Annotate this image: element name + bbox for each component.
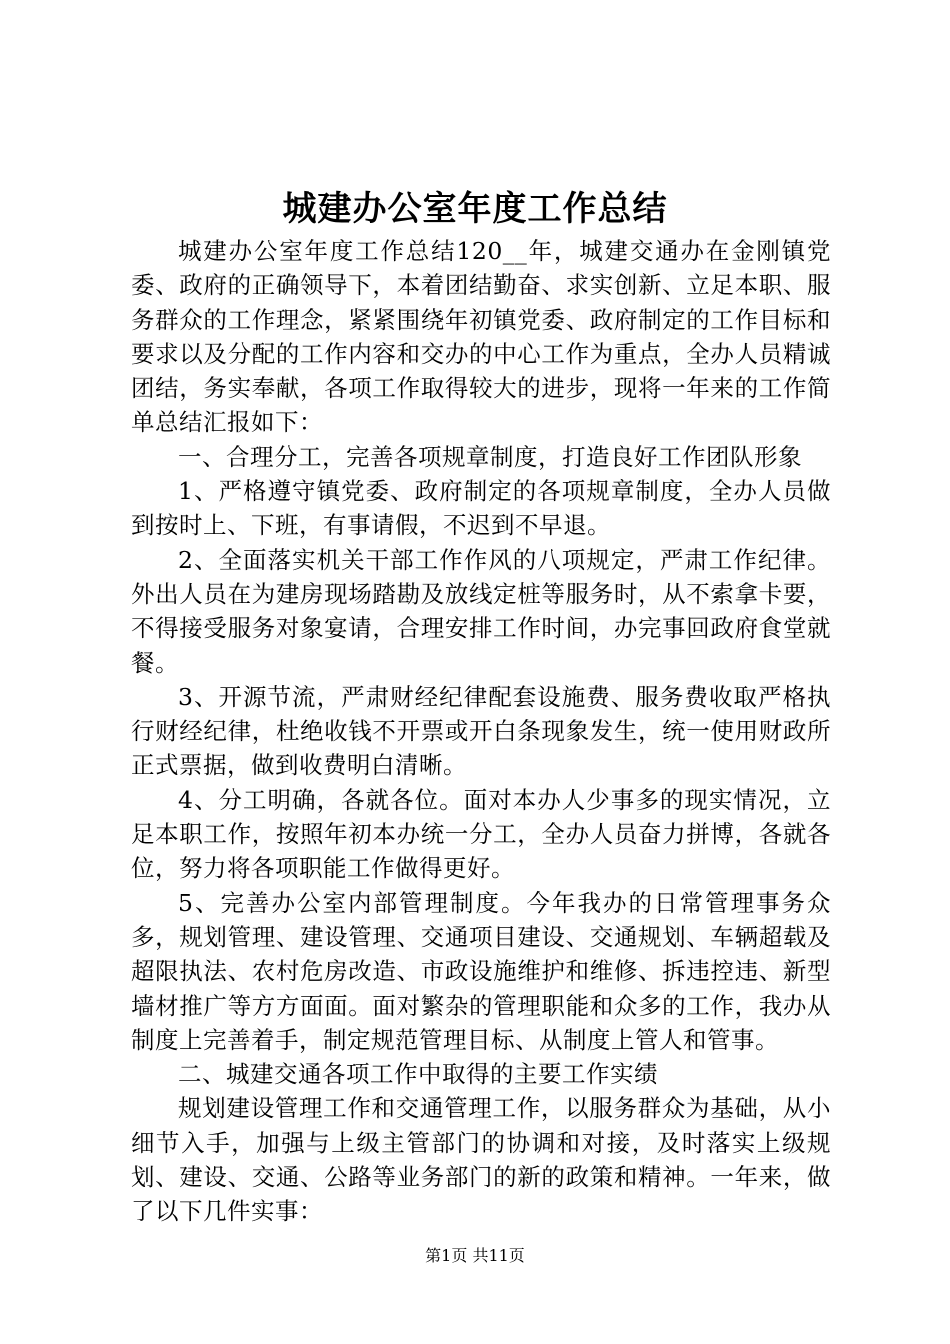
paragraph-item-1: 1、严格遵守镇党委、政府制定的各项规章制度，全办人员做到按时上、下班，有事请假，不迟到不早退。 bbox=[131, 477, 831, 540]
page-footer: 第1页 共11页 bbox=[425, 1246, 525, 1265]
document-body bbox=[131, 234, 831, 1229]
section-heading-1: 一、合理分工，完善各项规章制度，打造良好工作团队形象 bbox=[178, 442, 802, 471]
paragraph-intro: 城建办公室年度工作总结120__年，城建交通办在金刚镇党委、政府的正确领导下，本着团结勤奋、求实创新、立足本职、服务群众的工作理念，紧紧围绕年初镇党委、政府制定的工作目标和要求以及分配的工作内容和交办的中心工作为重点，全办人员精诚团结，务实奉献，各项工作取得较大的进步，现将一年来的工作简单总结汇报如下： bbox=[131, 237, 831, 437]
document-title: 城建办公室年度工作总结 bbox=[282, 189, 668, 229]
paragraph-item-5: 5、完善办公室内部管理制度。今年我办的日常管理事务众多，规划管理、建设管理、交通项目建设、交通规划、车辆超载及超限执法、农村危房改造、市政设施维护和维修、拆违控违、新型墙材推广等方方面面。面对繁杂的管理职能和众多的工作，我办从制度上完善着手，制定规范管理目标、从制度上管人和管事。 bbox=[131, 888, 831, 1054]
paragraph-item-3: 3、开源节流，严肃财经纪律配套设施费、服务费收取严格执行财经纪律，杜绝收钱不开票或开白条现象发生，统一使用财政所正式票据，做到收费明白清晰。 bbox=[131, 682, 831, 780]
paragraph-item-2: 2、全面落实机关干部工作作风的八项规定，严肃工作纪律。外出人员在为建房现场踏勘及放线定桩等服务时，从不索拿卡要，不得接受服务对象宴请，合理安排工作时间，办完事回政府食堂就餐。 bbox=[131, 545, 831, 677]
paragraph-item-4: 4、分工明确，各就各位。面对本办人少事多的现实情况，立足本职工作，按照年初本办统一分工，全办人员奋力拼博，各就各位，努力将各项职能工作做得更好。 bbox=[131, 785, 831, 883]
section-heading-2: 二、城建交通各项工作中取得的主要工作实绩 bbox=[178, 1060, 658, 1089]
paragraph-section-2-intro: 规划建设管理工作和交通管理工作，以服务群众为基础，从小细节入手，加强与上级主管部门的协调和对接，及时落实上级规划、建设、交通、公路等业务部门的新的政策和精神。一年来，做了以下几件实事： bbox=[131, 1094, 831, 1226]
